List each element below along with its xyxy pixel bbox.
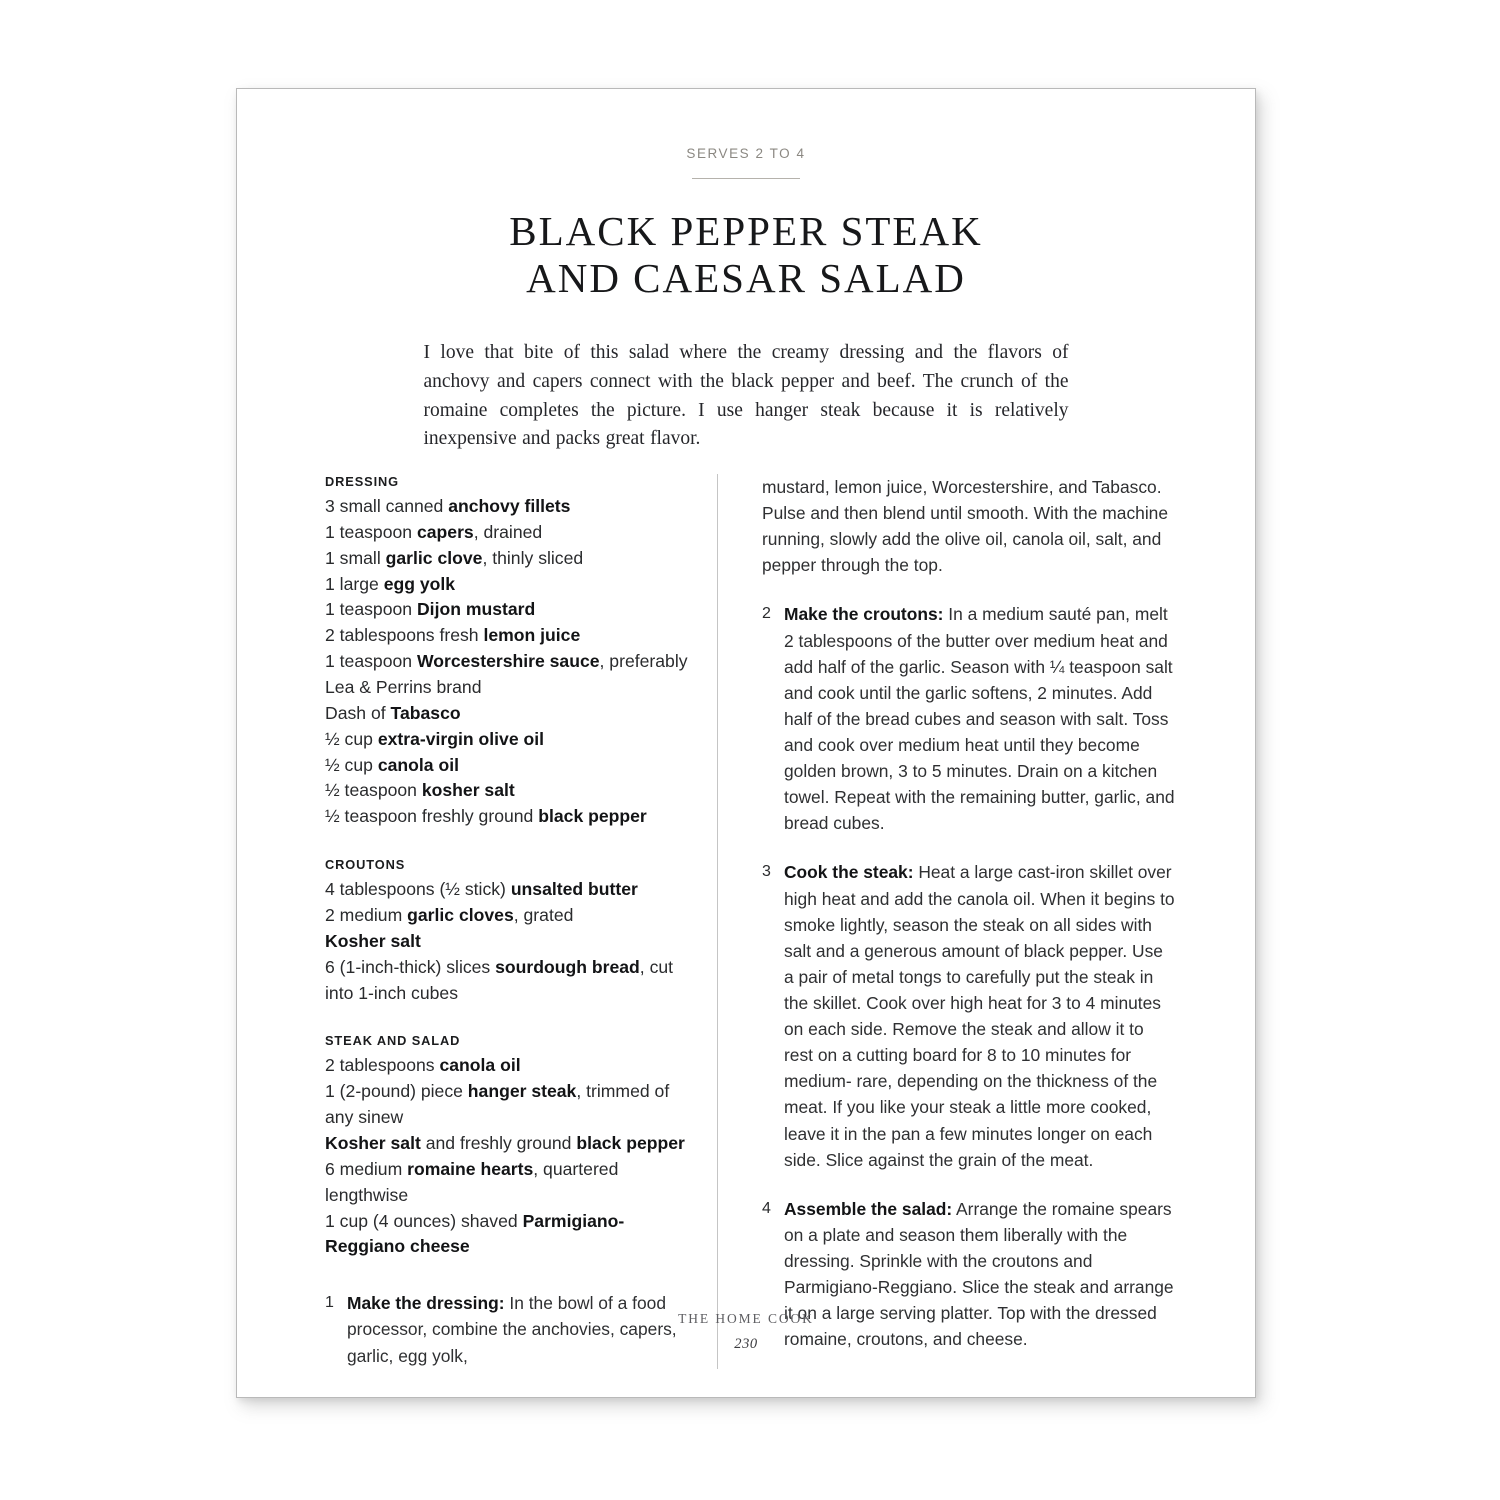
ingredient-item: 1 teaspoon Worcestershire sauce, preferably Lea & Perrins brand xyxy=(325,651,688,698)
footer-book-title: THE HOME COOK xyxy=(678,1311,814,1326)
step-number: 4 xyxy=(762,1199,771,1217)
intro-paragraph: I love that bite of this salad where the creamy dressing and the flavors of anchovy and capers connect with the black pepper and beef. The crunch of the romaine completes the picture. I use hanger steak because it is relatively inexpensive and packs great flavor. xyxy=(423,342,1069,450)
left-column xyxy=(325,474,717,1369)
ingredient-group-steak-and-salad xyxy=(325,1033,693,1260)
ingredient-item: 3 small canned anchovy fillets xyxy=(325,496,571,516)
ingredient-item: Dash of Tabasco xyxy=(325,702,461,723)
ingredient-item: Kosher salt and freshly ground black pepper xyxy=(325,1133,685,1154)
header-rule xyxy=(692,178,800,179)
ingredient-item: ½ teaspoon freshly ground black pepper xyxy=(325,806,647,827)
instruction-step xyxy=(762,859,1177,1172)
ingredient-item: ½ cup extra-virgin olive oil xyxy=(325,728,545,749)
ingredient-list-croutons xyxy=(325,877,693,1006)
ingredient-item: 4 tablespoons (½ stick) unsalted butter xyxy=(325,879,638,900)
ingredient-group-heading: CROUTONS xyxy=(325,857,406,873)
ingredient-item: ½ teaspoon kosher salt xyxy=(325,780,515,801)
step-text: Assemble the salad: Arrange the romaine spears on a plate and season them liberally with the dressing. Sprinkle with the croutons and Parmigiano-Reggiano. Slice the steak and arrange it on a large serving platter. Top with the dressed romaine, croutons, and cheese. xyxy=(784,1198,1174,1350)
step-number: 2 xyxy=(762,605,771,623)
ingredient-item: 1 cup (4 ounces) shaved Parmigiano-Reggiano cheese xyxy=(325,1210,625,1257)
recipe-page-sheet xyxy=(236,88,1256,1398)
page-title xyxy=(336,208,1156,304)
step-number: 1 xyxy=(325,1294,334,1312)
ingredient-item: Kosher salt xyxy=(325,930,421,951)
body-columns xyxy=(325,474,1177,1369)
serves-label: SERVES 2 TO 4 xyxy=(686,146,806,161)
step-text: Make the dressing: In the bowl of a food processor, combine the anchovies, capers, garlic, egg yolk, xyxy=(347,1293,677,1366)
footer-page-number: 230 xyxy=(734,1336,758,1352)
right-column xyxy=(718,474,1177,1352)
page-content xyxy=(237,89,1255,1397)
step-1-continuation: mustard, lemon juice, Worcestershire, and Tabasco. Pulse and then blend until smooth. With the machine running, slowly add the olive oil, canola oil, salt, and pepper through the top. xyxy=(762,477,1169,576)
serves-block xyxy=(237,147,1255,179)
ingredient-item: 1 large egg yolk xyxy=(325,573,456,594)
ingredient-item: 6 (1-inch-thick) slices sourdough bread, cut into 1-inch cubes xyxy=(325,956,674,1003)
ingredient-item: 1 (2-pound) piece hanger steak, trimmed of any sinew xyxy=(325,1081,670,1128)
page-footer xyxy=(237,1311,1255,1353)
ingredient-item: ½ cup canola oil xyxy=(325,754,459,775)
instruction-step xyxy=(762,601,1177,836)
ingredient-group-heading: DRESSING xyxy=(325,474,400,489)
ingredient-item: 1 teaspoon Dijon mustard xyxy=(325,599,536,620)
ingredient-list-dressing xyxy=(325,494,693,830)
ingredient-item: 6 medium romaine hearts, quartered lengthwise xyxy=(325,1158,619,1205)
ingredient-group-dressing xyxy=(325,474,693,830)
step-text: Make the croutons: In a medium sauté pan, melt 2 tablespoons of the butter over medium heat and add half of the garlic. Season with ¼ teaspoon salt and cook until the garlic softens, 2 minutes. Add half of the bread cubes and season with salt. Toss and cook over medium heat until they become golden brown, 3 to 5 minutes. Drain on a kitchen towel. Repeat with the remaining butter, garlic, and bread cubes. xyxy=(784,604,1175,834)
ingredient-item: 1 small garlic clove, thinly sliced xyxy=(325,547,584,568)
page-title-line-2: AND CAESAR SALAD xyxy=(526,255,966,302)
step-text: Cook the steak: Heat a large cast-iron skillet over high heat and add the canola oil. When it begins to smoke lightly, season the steak on all sides with salt and a generous amount of black pepper. Use a pair of metal tongs to carefully put the steak in the skillet. Cook over high heat for 3 to 4 minutes on each side. Remove the steak and allow it to rest on a cutting board for 8 to 10 minutes for medium- rare, depending on the thickness of the meat. If you like your steak a little more cooked, leave it in the pan a few minutes longer on each side. Slice against the grain of the meat. xyxy=(784,862,1175,1170)
ingredient-item: 2 tablespoons fresh lemon juice xyxy=(325,625,581,646)
ingredient-item: 2 tablespoons canola oil xyxy=(325,1055,521,1076)
page-title-line-1: BLACK PEPPER STEAK xyxy=(509,207,983,254)
ingredient-group-croutons xyxy=(325,857,693,1006)
ingredient-list-steak-and-salad xyxy=(325,1053,693,1260)
instruction-steps-right xyxy=(762,601,1177,1352)
ingredient-item: 1 teaspoon capers, drained xyxy=(325,521,543,542)
step-number: 3 xyxy=(762,863,771,881)
ingredient-group-heading: STEAK AND SALAD xyxy=(325,1033,461,1049)
ingredient-item: 2 medium garlic cloves, grated xyxy=(325,905,574,926)
